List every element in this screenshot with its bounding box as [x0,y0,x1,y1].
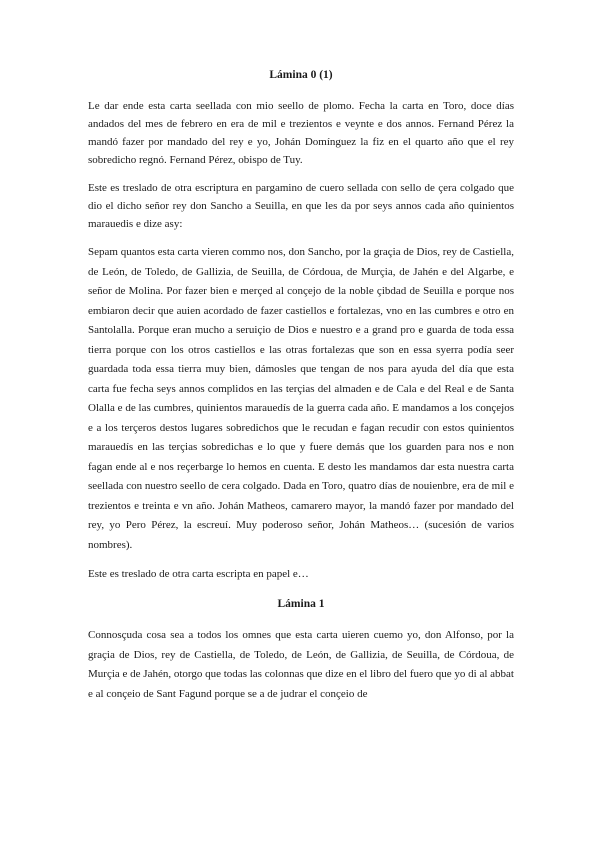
document-body [88,66,514,714]
paragraph-connoscuda: Connosçuda cosa sea a todos los omnes que esta carta uieren cuemo yo, don Alfonso, por la graçia de Dios, rey de Castiella, de Toledo, de León, de Gallizia, de Seuilla, de Córdoua, de Murçia e de Jahén, otorgo que todas las colonnas que dize en el libro del fuero que yo di al abbat e al conçeio de Sant Fagund porque se a de judrar el conçeio de [88,629,514,700]
paragraph-carta-seellada: Le dar ende esta carta seellada con mio seello de plomo. Fecha la carta en Toro, doce días andados del mes de febrero en era de mil e trezientos e veynte e dos annos. Fernand Pérez la mandó fazer por mandado del rey e yo, Johán Domínguez la fiz en el quarto año que el rey sobredicho regnó. Fernand Pérez, obispo de Tuy. [88,100,514,166]
paragraph-treslado-papel: Este es treslado de otra carta escripta en papel e… [88,568,309,580]
paragraph-treslado-pargamino: Este es treslado de otra escriptura en pargamino de cuero sellada con sello de çera colgado que dio el dicho señor rey don Sancho a Seuilla, en que les da por seys annos cada año quinientos marauedis e dize asy: [88,182,514,230]
section-title-lamina-0: Lámina 0 (1) [269,69,333,81]
section-title-lamina-1: Lámina 1 [277,598,325,610]
paragraph-sepam-quantos: Sepam quantos esta carta vieren commo nos, don Sancho, por la graçia de Dios, rey de Castiella, de León, de Toledo, de Gallizia, de Seuilla, de Córdoua, de Murçia, de Jahén e del Algarbe, e señor de Molina. Por fazer bien e merçed al conçejo de la noble çibdad de Seuilla e porque nos embiaron decir que auien acordado de fazer castiellos e fortalezas, vno en las cumbres e otro en Santolalla. Porque eran mucho a seruiçio de Dios e nuestro e a grand pro e guarda de toda essa tierra porque con los otros castiellos e las otras fortalezas que son en essa syerra podía seer guardada toda essa tierra muy bien, dámosles que tengan de nos para ayuda del día que esta carta fue fecha seys annos complidos en las terçias del almaden e de Cala e del Real e de Santa Olalla e de las cumbres, quinientos marauedís de la guerra cada año. E mandamos a los conçejos e a los terçeros destos lugares sobredichos que le recudan e fagan recudir con estos quinientos marauedís en las terçias sobredichas e lo que y fuere demás que los guarden para nos e non fagan ende al e nos reçerbarge lo hemos en cuenta. E desto les mandamos dar esta nuestra carta seellada con nuestro seello de cera colgado. Dada en Toro, quatro días de nouienbre, era de mil e trezientos e treinta e vn año. Johán Matheos, camarero mayor, la mandó fazer por mandado del rey, yo Pero Pérez, la escreuí. Muy poderoso señor, Johán Matheos… (sucesión de varios nombres). [88,246,514,551]
